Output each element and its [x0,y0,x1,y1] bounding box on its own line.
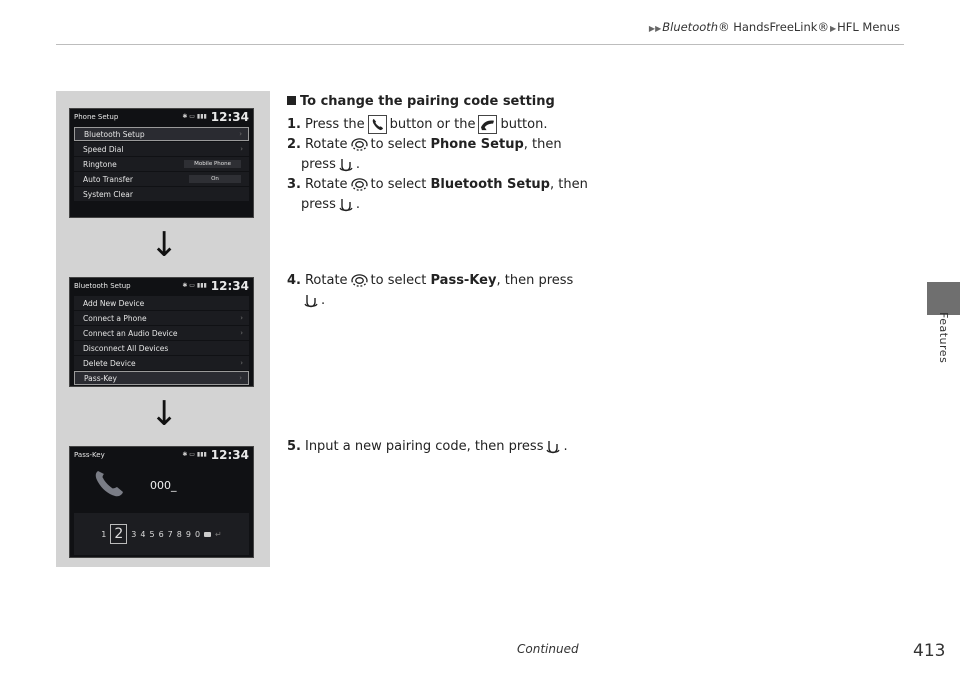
breadcrumb-handsfreelink: ® HandsFreeLink® [718,20,829,34]
phone-button-icon [368,115,387,134]
interface-dial-icon [351,273,368,288]
down-arrow-icon: ↓ [150,394,179,434]
status-icons: ✱ ▭ ▮▮▮ [182,113,207,120]
digit-key[interactable]: 4 [140,529,146,539]
pass-key-screen [69,446,254,558]
menu-item-delete-device[interactable]: Delete Device › [74,356,249,370]
step-4-block [287,270,687,310]
chevron-right-icon: › [239,130,242,138]
step-2-cont: press . [301,156,360,172]
menu-item-speed-dial[interactable]: Speed Dial › [74,142,249,156]
menu-item-auto-transfer[interactable]: Auto Transfer On [74,172,249,186]
clock: 12:34 [210,447,249,462]
header-rule [56,44,904,45]
chevron-right-icon: › [240,314,243,322]
continued-label: Continued [517,642,579,656]
breadcrumb [648,20,900,34]
screen-title: Pass-Key [74,450,105,459]
breadcrumb-bluetooth: Bluetooth [662,20,719,34]
chevron-right-icon: › [239,374,242,382]
section-heading: To change the pairing code setting [287,94,555,109]
square-bullet-icon [287,96,296,105]
clock: 12:34 [210,278,249,293]
pick-up-button-icon [478,115,497,134]
interface-dial-icon [351,177,368,192]
section-tab [927,282,960,315]
menu-list [70,124,253,201]
menu-list [70,293,253,385]
menu-item-add-new-device[interactable]: Add New Device [74,296,249,310]
digit-pad [74,513,249,555]
enter-press-icon [546,439,560,454]
bluetooth-setup-screen [69,277,254,387]
digit-key[interactable]: 5 [149,529,155,539]
page-number: 413 [913,641,946,661]
triangle-icon: ▶▶ [648,24,662,33]
delete-key-icon[interactable] [204,532,211,537]
menu-item-connect-audio[interactable]: Connect an Audio Device › [74,326,249,340]
digit-key[interactable]: 1 [101,529,107,539]
status-bar [70,278,253,293]
chevron-right-icon: › [240,145,243,153]
steps-1-3 [287,114,687,214]
menu-item-pass-key[interactable]: Pass-Key › [74,371,249,385]
interface-dial-icon [351,137,368,152]
phone-handset-icon [92,467,126,499]
chevron-right-icon: › [240,329,243,337]
menu-item-bluetooth-setup[interactable]: Bluetooth Setup › [74,127,249,141]
auto-transfer-value: On [189,175,241,183]
digit-key[interactable]: 7 [167,529,173,539]
step-2: 2. Rotate to select Phone Setup , then [287,136,562,152]
step-3-cont: press . [301,196,360,212]
enter-press-icon [339,197,353,212]
clock: 12:34 [210,109,249,124]
enter-press-icon [339,157,353,172]
step-3: 3. Rotate to select Bluetooth Setup , then [287,176,588,192]
status-bar [70,109,253,124]
step-1: 1. Press the button or the button. [287,116,548,132]
chevron-right-icon: › [240,359,243,367]
status-icons: ✱ ▭ ▮▮▮ [182,282,207,289]
digit-key[interactable]: 9 [185,529,191,539]
step-5-block [287,436,687,456]
status-icons: ✱ ▭ ▮▮▮ [182,451,207,458]
digit-key[interactable]: 3 [131,529,137,539]
menu-item-connect-phone[interactable]: Connect a Phone › [74,311,249,325]
enter-key-icon[interactable]: ↵ [215,529,222,539]
screen-title: Phone Setup [74,112,119,121]
down-arrow-icon: ↓ [150,225,179,265]
digit-key[interactable]: 0 [194,529,201,539]
breadcrumb-hfl-menus: HFL Menus [837,20,900,34]
pass-key-code: 000_ [150,479,177,492]
step-4-cont: . [287,290,687,310]
screen-title: Bluetooth Setup [74,281,131,290]
digit-key[interactable]: 6 [158,529,164,539]
menu-item-disconnect-all[interactable]: Disconnect All Devices [74,341,249,355]
step-5: 5. Input a new pairing code, then press . [287,438,568,454]
status-bar [70,447,253,462]
enter-press-icon [304,293,318,308]
digit-key-selected[interactable]: 2 [110,524,127,544]
triangle-icon: ▶ [829,24,837,33]
section-label: Features [937,312,950,364]
ringtone-value: Mobile Phone [184,160,241,168]
digit-key[interactable]: 8 [176,529,182,539]
step-4: 4. Rotate to select Pass-Key , then press [287,272,574,288]
menu-item-system-clear[interactable]: System Clear [74,187,249,201]
phone-setup-screen [69,108,254,218]
menu-item-ringtone[interactable]: Ringtone Mobile Phone [74,157,249,171]
